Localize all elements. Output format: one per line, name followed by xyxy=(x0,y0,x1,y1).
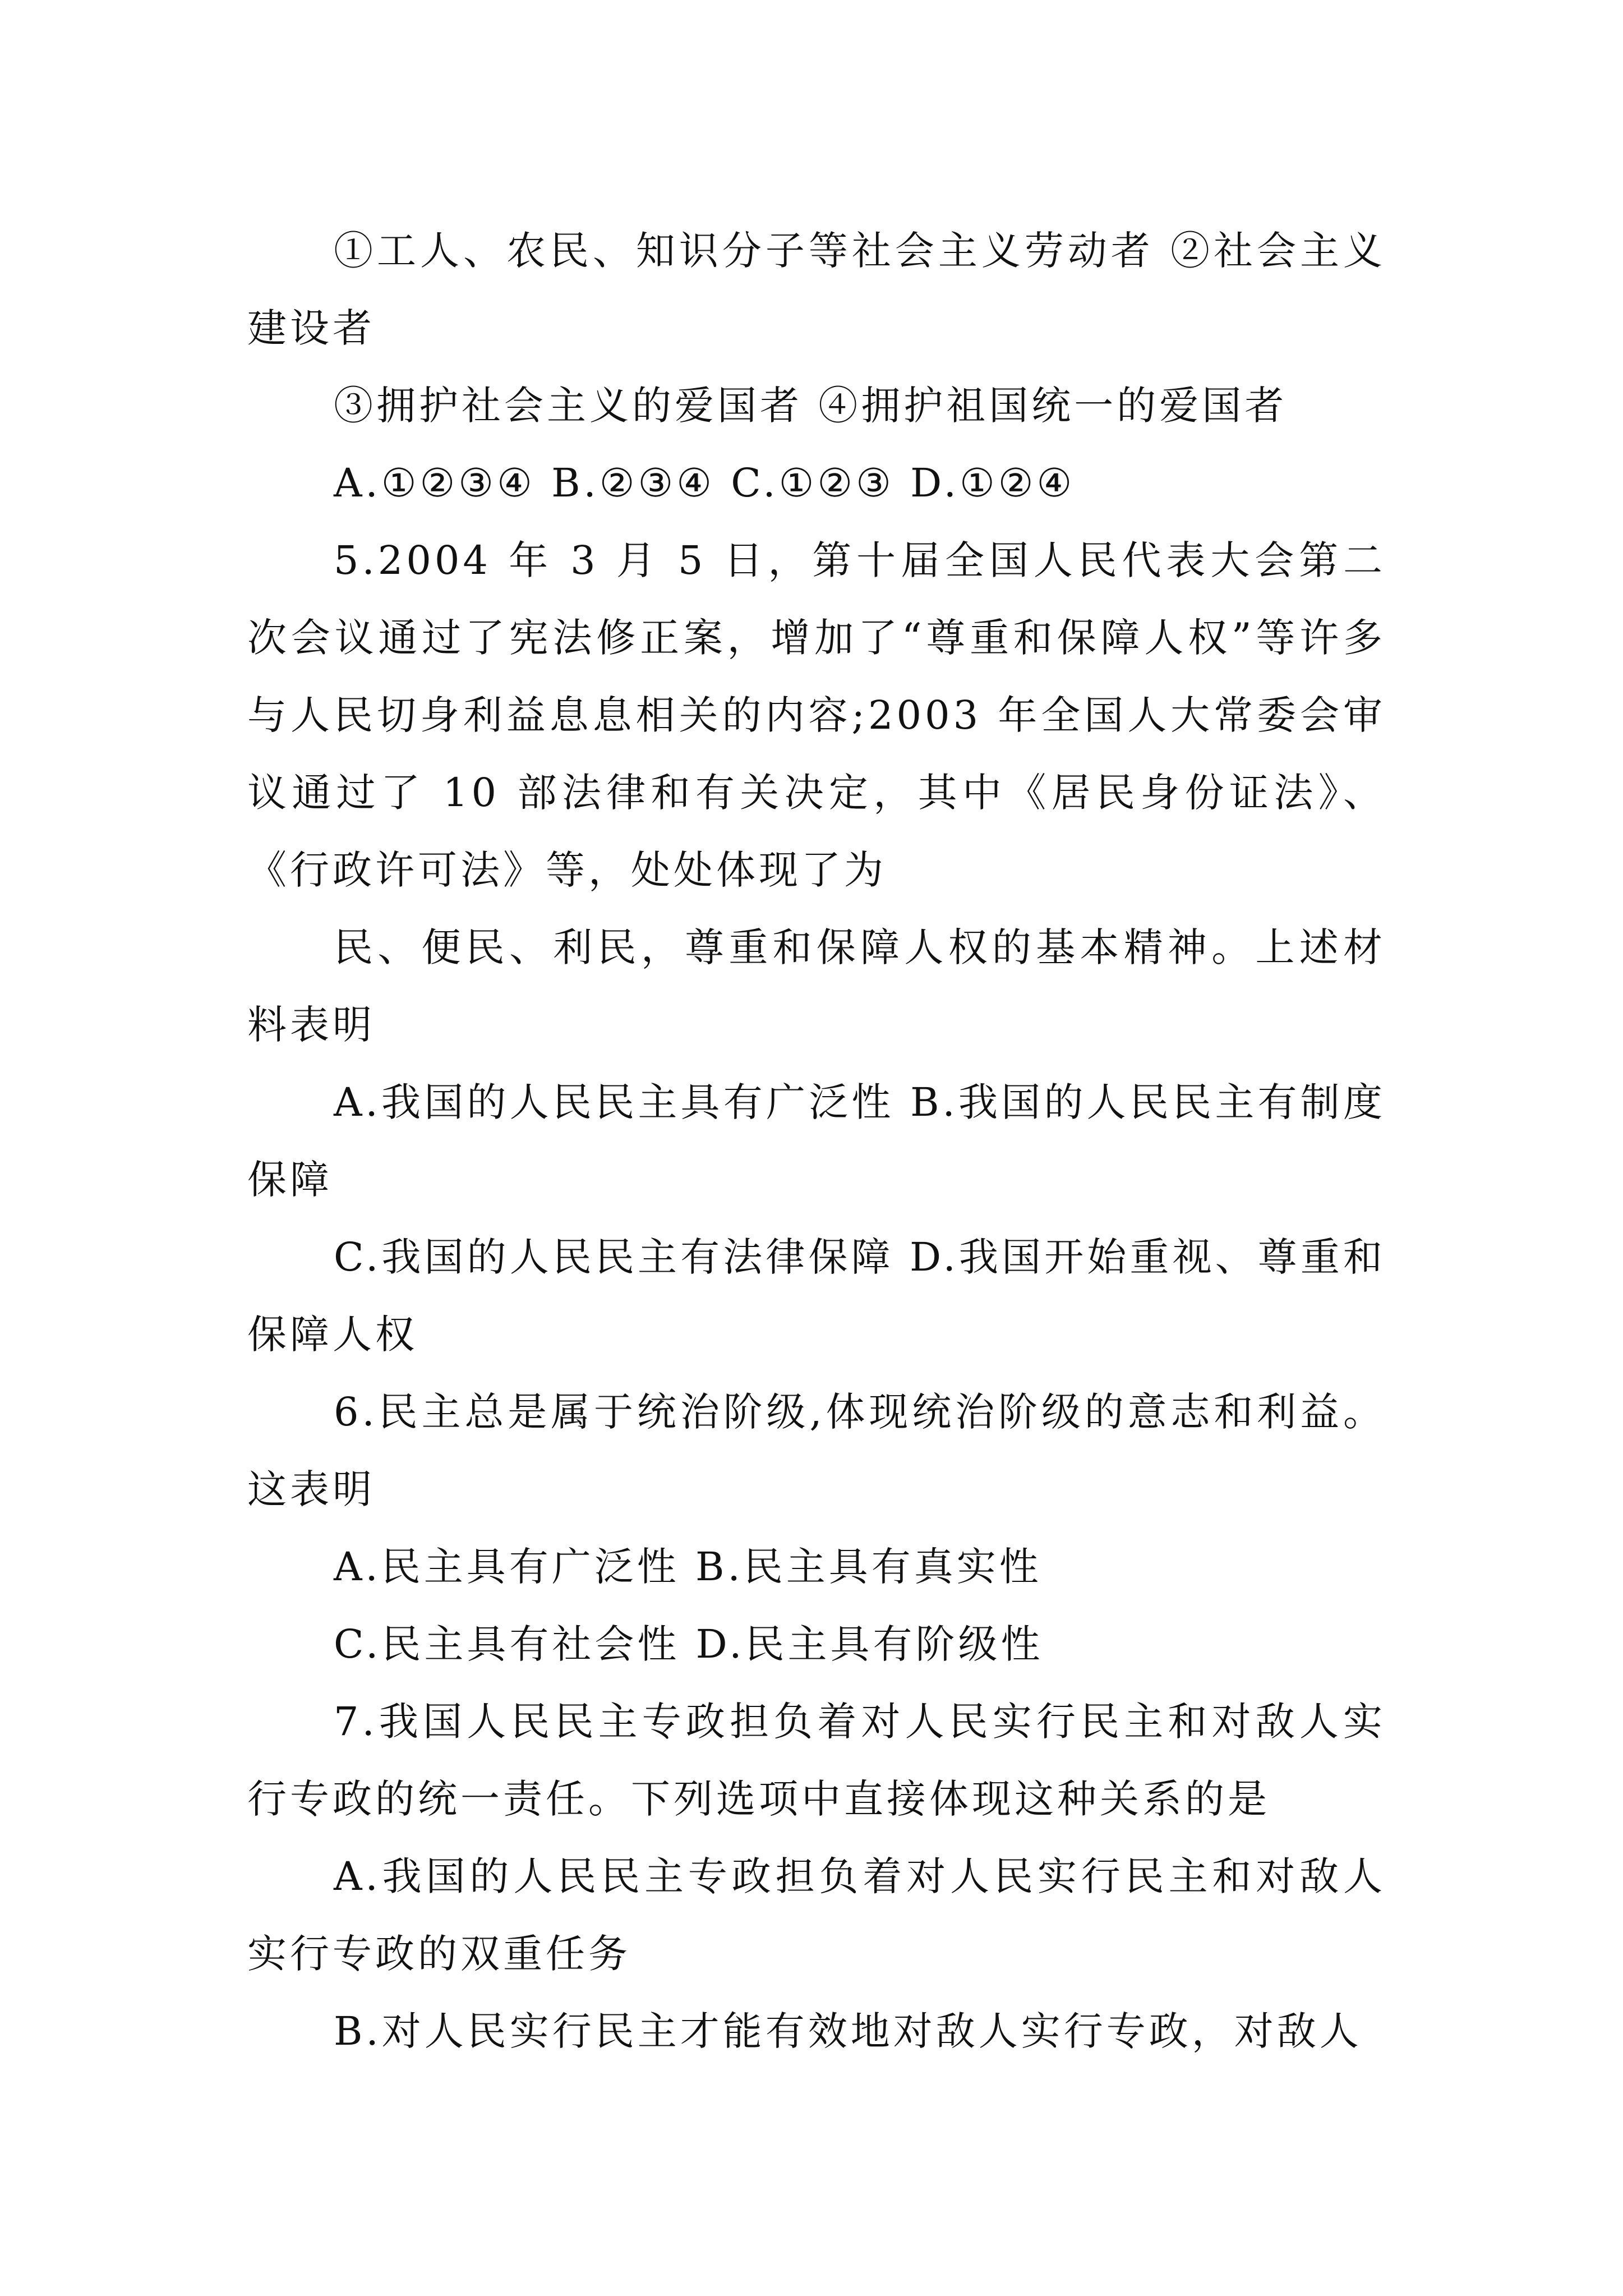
question-5-options-cd: C.我国的人民民主有法律保障 D.我国开始重视、尊重和保障人权 xyxy=(247,1234,1386,1358)
question-6-options-cd: C.民主具有社会性 D.民主具有阶级性 xyxy=(334,1621,1044,1667)
question-4-answers: A.①②③④ B.②③④ C.①②③ D.①②④ xyxy=(334,460,1076,506)
question-7-option-a: A.我国的人民民主专政担负着对人民实行民主和对敌人实行专政的双重任务 xyxy=(247,1853,1386,1977)
question-6-options-ab: A.民主具有广泛性 B.民主具有真实性 xyxy=(334,1544,1042,1590)
question-5-stem: 5.2004 年 3 月 5 日，第十届全国人民代表大会第二次会议通过了宪法修正案，增加了“尊重和保障人权”等许多与人民切身利益息息相关的内容;2003 年全国人大常委会审议通过了 10 部法律和有关决定，其中《居民身份证法》、《行政许可法》等，处处体现了为 xyxy=(247,537,1386,893)
question-6-stem: 6.民主总是属于统治阶级,体现统治阶级的意志和利益。这表明 xyxy=(247,1389,1386,1512)
question-5-options-ab: A.我国的人民民主具有广泛性 B.我国的人民民主有制度保障 xyxy=(247,1079,1386,1203)
question-7-option-b: B.对人民实行民主才能有效地对敌人实行专政，对敌人 xyxy=(334,2008,1362,2054)
option-list-line-2: ③拥护社会主义的爱国者 ④拥护祖国统一的爱国者 xyxy=(334,383,1288,429)
question-7-stem: 7.我国人民民主专政担负着对人民实行民主和对敌人实行专政的统一责任。下列选项中直接体现这种关系的是 xyxy=(247,1699,1386,1822)
document-page xyxy=(247,212,1386,2070)
option-list-line-1: ①工人、农民、知识分子等社会主义劳动者 ②社会主义建设者 xyxy=(247,228,1386,351)
question-5-stem-continued: 民、便民、利民，尊重和保障人权的基本精神。上述材料表明 xyxy=(247,924,1386,1048)
